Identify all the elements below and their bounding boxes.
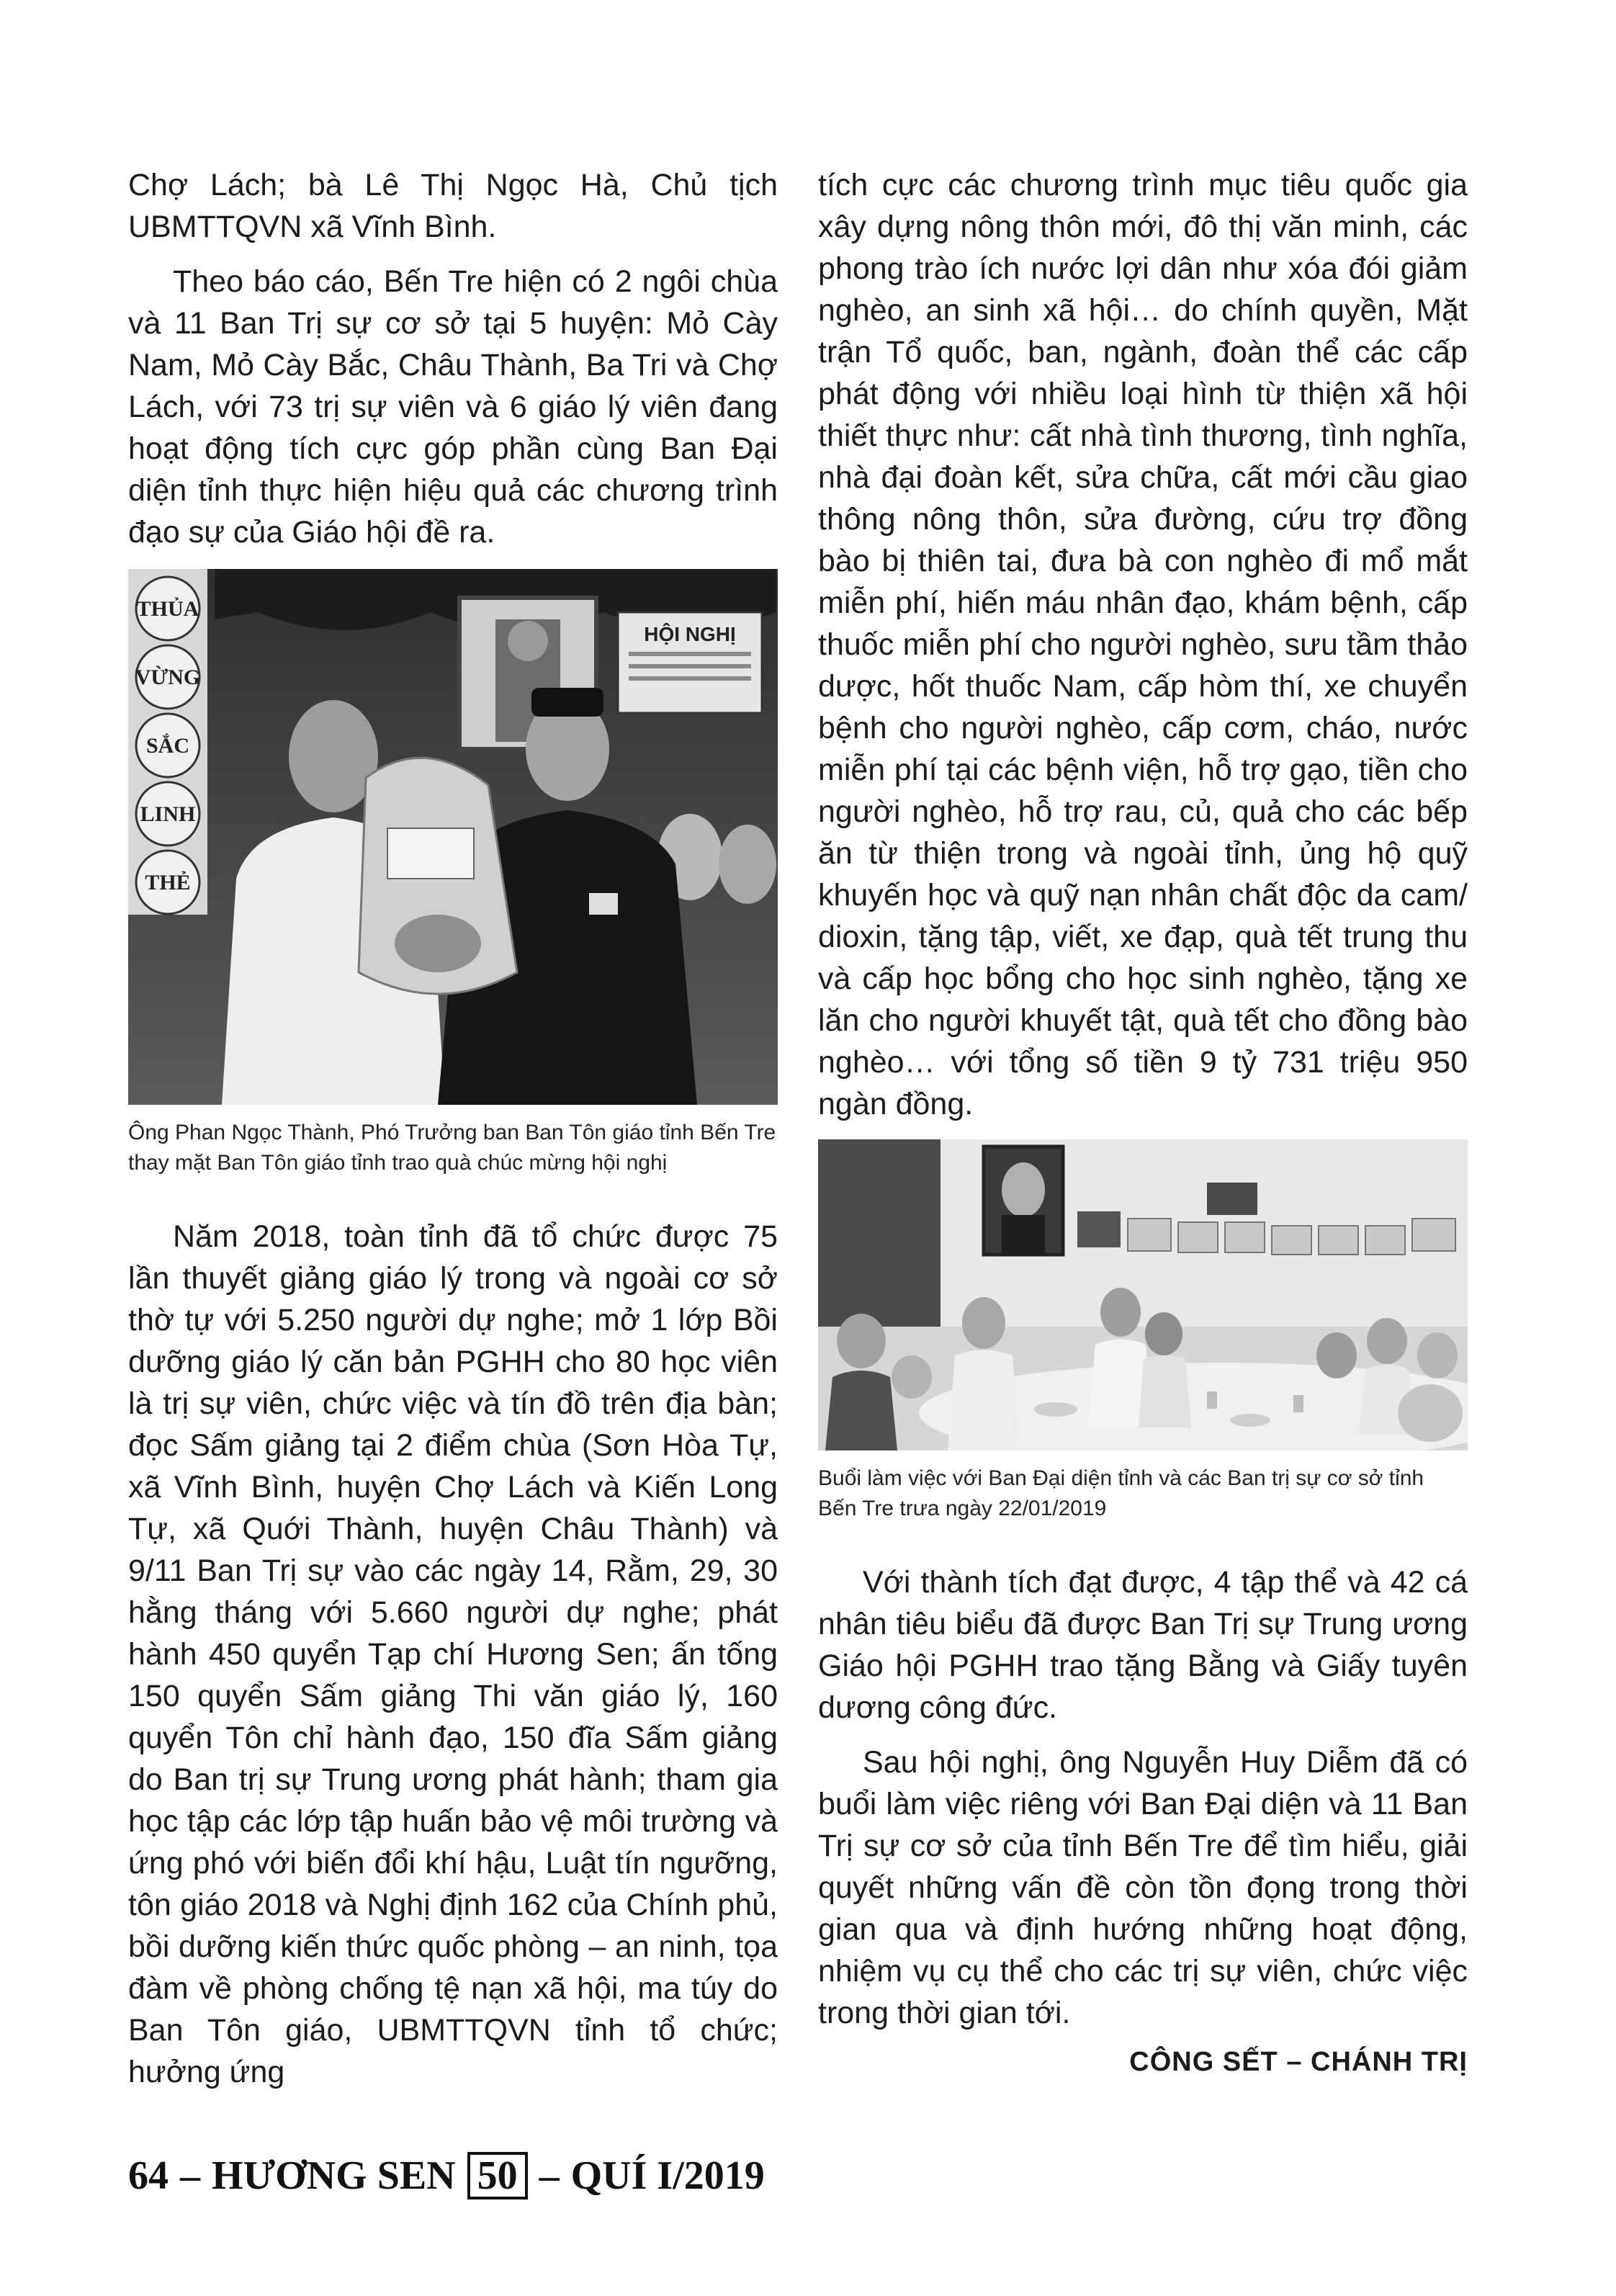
paragraph: Năm 2018, toàn tỉnh đã tổ chức được 75 lần thuyết giảng giáo lý trong và ngoài cơ sở thờ tự với 5.250 người dự nghe; mở 1 lớp Bồi dưỡng giáo lý căn bản PGHH cho 80 học viên là trị sự viên, chức việc và tín đồ trên địa bàn; đọc Sấm giảng tại 2 điểm chùa (Sơn Hòa Tự, xã Vĩnh Bình, huyện Chợ Lách và Kiến Long Tự, xã Quới Thành, huyện Châu Thành) và 9/11 Ban Trị sự vào các ngày 14, Rằm, 29, 30 hằng tháng với 5.660 người dự nghe; phát hành 450 quyển Tạp chí Hương Sen; ấn tống 150 quyển Sấm giảng Thi văn giáo lý, 160 quyển Tôn chỉ hành đạo, 150 đĩa Sấm giảng do Ban trị sự Trung ương phát hành; tham gia học tập các lớp tập huấn bảo vệ môi trường và ứng phó với biến đổi khí hậu, Luật tín ngưỡng, tôn giáo 2018 và Nghị định 162 của Chính phủ, bồi dưỡng kiến thức quốc phòng – an ninh, tọa đàm về phòng chống tệ nạn xã hội, ma túy do Ban Tôn giáo, UBMTTQVN tỉnh tổ chức; hưởng ứng [128,1219,778,2089]
paragraph: Theo báo cáo, Bến Tre hiện có 2 ngôi chùa và 11 Ban Trị sự cơ sở tại 5 huyện: Mỏ Cày Nam, Mỏ Cày Bắc, Châu Thành, Ba Tri và Chợ Lách, với 73 trị sự viên và 6 giáo lý viên đang hoạt động tích cực góp phần cùng Ban Đại diện tỉnh thực hiện hiệu quả các chương trình đạo sự của Giáo hội đề ra. [128,264,778,550]
banner-char: SẮC [145,734,190,758]
page-footer [128,2152,765,2199]
right-column [818,164,1468,2078]
author-byline: CÔNG SẾT – CHÁNH TRỊ [1129,2047,1468,2077]
footer-dash: – [180,2153,200,2198]
paragraph: Sau hội nghị, ông Nguyễn Huy Diễm đã có buổi làm việc riêng với Ban Đại diện và 11 Ban Trị sự cơ sở của tỉnh Bến Tre để tìm hiểu, giải quyết những vấn đề còn tồn đọng trong thời gian qua và định hướng những hoạt động, nhiệm vụ cụ thể cho các trị sự viên, chức việc trong thời gian tới. [818,1745,1468,2030]
footer-dash: – [539,2153,560,2198]
left-column [128,164,778,2106]
banner-char: THỦA [136,597,199,621]
banner-char: THẺ [145,871,191,894]
paragraph: tích cực các chương trình mục tiêu quốc gia xây dựng nông thôn mới, đô thị văn minh, các phong trào ích nước lợi dân như xóa đói giảm nghèo, an sinh xã hội… do chính quyền, Mặt trận Tổ quốc, ban, ngành, đoàn thể các cấp phát động với nhiều loại hình từ thiện xã hội thiết thực như: cất nhà tình thương, tình nghĩa, nhà đại đoàn kết, sửa chữa, cất mới cầu giao thông nông thôn, sửa đường, cứu trợ đồng bào bị thiên tai, đưa bà con nghèo đi mổ mắt miễn phí, hiến máu nhân đạo, khám bệnh, cấp thuốc miễn phí cho người nghèo, sưu tầm thảo dược, hốt thuốc Nam, cấp hòm thí, xe chuyển bệnh cho người nghèo, cấp cơm, cháo, nước miễn phí tại các bệnh viện, hỗ trợ gạo, tiền cho người nghèo, hỗ trợ rau, củ, quả cho các bếp ăn từ thiện trong và ngoài tỉnh, ủng hộ quỹ khuyến học và quỹ nạn nhân chất độc da cam/ dioxin, tặng tập, viết, xe đạp, quà tết trung thu và cấp học bổng cho học sinh nghèo, tặng xe lăn cho người khuyết tật, quà tết cho đồng bào nghèo… với tổng số tiền 9 tỷ 731 triệu 950 ngàn đồng. [818,168,1468,1121]
magazine-title: HƯƠNG SEN [212,2153,456,2198]
banner-char: VỪNG [135,665,201,689]
issue-period: QUÍ I/2019 [570,2153,765,2198]
issue-number-box: 50 [467,2152,528,2199]
banner-char: LINH [140,802,196,826]
photo-caption: Buổi làm việc với Ban Đại diện tỉnh và các Ban trị sự cơ sở tỉnh Bến Tre trưa ngày 22/01/2019 [818,1466,1424,1520]
photo-gift-ceremony-image [128,569,778,1105]
photo-caption: Ông Phan Ngọc Thành, Phó Trưởng ban Ban Tôn giáo tỉnh Bến Tre thay mặt Ban Tôn giáo tỉnh trao quà chúc mừng hội nghị [128,1121,776,1175]
photo-gift-ceremony [128,569,778,1105]
photo-meeting [818,1139,1468,1450]
sign-hoi-nghi: HỘI NGHỊ [644,623,736,645]
paragraph: Chợ Lách; bà Lê Thị Ngọc Hà, Chủ tịch UBMTTQVN xã Vĩnh Bình. [128,168,778,244]
paragraph: Với thành tích đạt được, 4 tập thể và 42 cá nhân tiêu biểu đã được Ban Trị sự Trung ương Giáo hội PGHH trao tặng Bằng và Giấy tuyên dương công đức. [818,1565,1468,1725]
photo-meeting-image [818,1139,1468,1450]
page-number: 64 [128,2153,169,2198]
